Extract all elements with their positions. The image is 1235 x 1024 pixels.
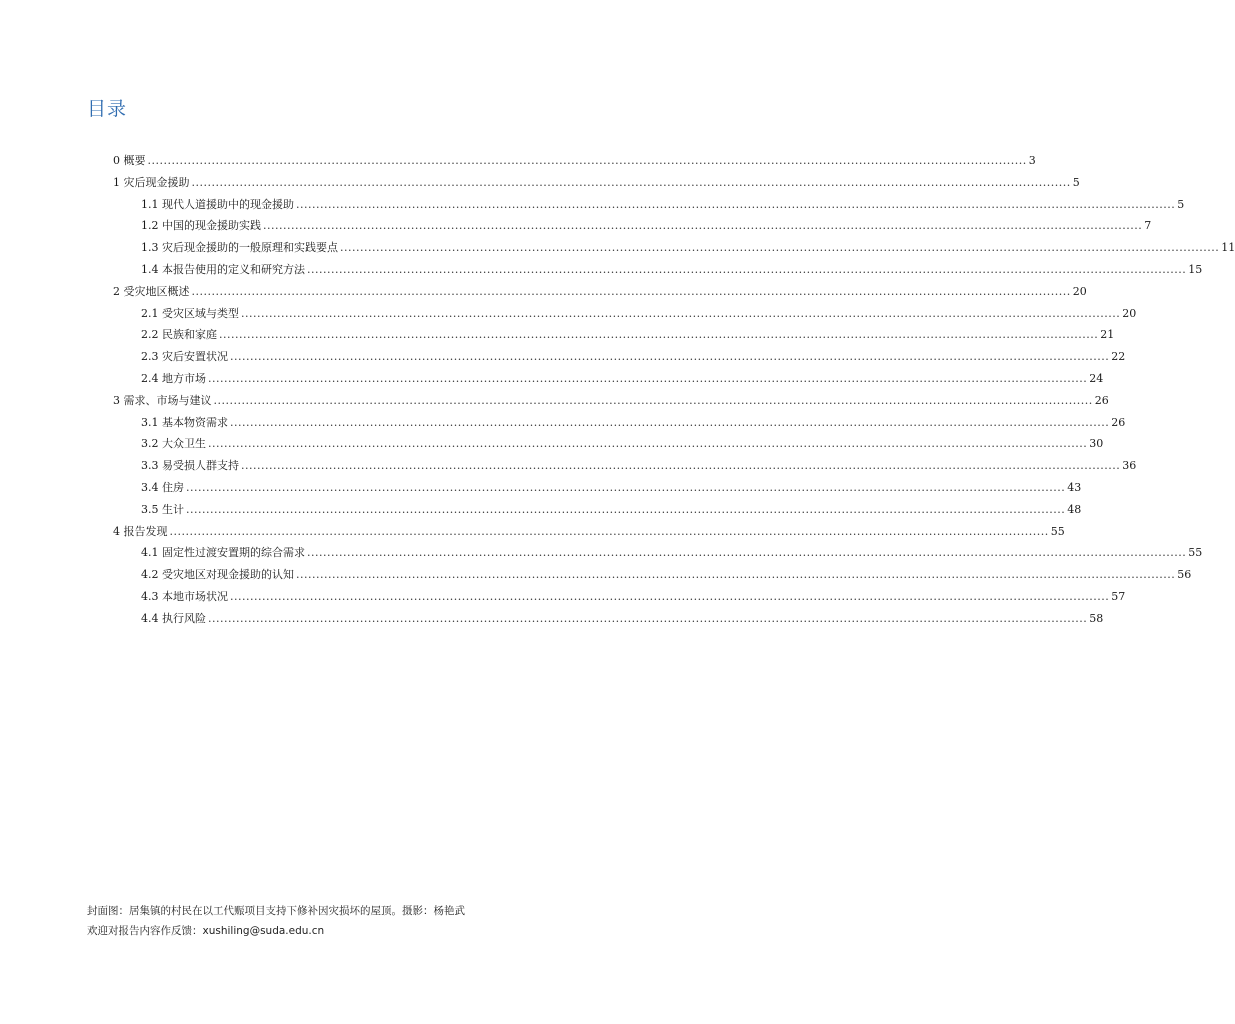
toc-entry-page: 48: [1067, 502, 1082, 516]
toc-dot-leader: ............................................................................................................................................................................................................................: [230, 590, 1110, 603]
toc-entry-label: 1.3 灾后现金援助的一般原理和实践要点: [141, 241, 338, 255]
toc-dot-leader: ............................................................................................................................................................................................................................: [241, 306, 1121, 320]
toc-dot-leader: ............................................................................................................................................................................................................................: [296, 568, 1176, 582]
toc-entry[interactable]: [141, 546, 1203, 560]
toc-entry-page: 43: [1067, 481, 1082, 494]
toc-entry[interactable]: [113, 175, 1080, 190]
toc-dot-leader: ............................................................................................................................................................................................................................: [208, 611, 1088, 625]
toc-entry-page: 22: [1111, 350, 1126, 364]
toc-entry-page: 20: [1122, 306, 1137, 320]
toc-dot-leader: ............................................................................................................................................................................................................................: [208, 437, 1088, 451]
toc-entry-page: 20: [1072, 284, 1087, 298]
toc-entry-page: 55: [1050, 524, 1065, 538]
page-title: 目录: [87, 98, 128, 120]
toc-dot-leader: ............................................................................................................................................................................................................................: [307, 546, 1187, 560]
toc-entry-label: 2 受灾地区概述: [113, 284, 190, 298]
toc-dot-leader: ............................................................................................................................................................................................................................: [296, 197, 1176, 211]
toc-entry[interactable]: [141, 611, 1104, 626]
toc-entry-label: 4.1 固定性过渡安置期的综合需求: [141, 546, 305, 560]
toc-entry-label: 1.4 本报告使用的定义和研究方法: [141, 263, 305, 276]
toc-entry-page: 15: [1188, 263, 1203, 276]
toc-entry-page: 36: [1122, 459, 1137, 473]
toc-dot-leader: ............................................................................................................................................................................................................................: [307, 263, 1187, 276]
toc-dot-leader: ............................................................................................................................................................................................................................: [147, 154, 1027, 167]
toc-entry[interactable]: [141, 241, 1235, 255]
toc-entry[interactable]: [141, 219, 1152, 233]
toc-entry[interactable]: [141, 437, 1104, 451]
toc-entry[interactable]: [141, 502, 1082, 517]
toc-entry-page: 57: [1111, 590, 1126, 603]
toc-entry-page: 11: [1221, 241, 1235, 255]
toc-entry-label: 4 报告发现: [113, 524, 168, 538]
toc-dot-leader: ............................................................................................................................................................................................................................: [208, 372, 1088, 385]
toc-entry-page: 56: [1177, 568, 1192, 582]
toc-entry-page: 26: [1094, 393, 1109, 407]
toc-entry[interactable]: [141, 590, 1126, 604]
toc-entry[interactable]: [113, 393, 1109, 408]
toc-entry-label: 4.2 受灾地区对现金援助的认知: [141, 568, 294, 582]
toc-entry[interactable]: [141, 481, 1082, 495]
toc-dot-leader: ............................................................................................................................................................................................................................: [186, 481, 1066, 494]
toc-entry-page: 3: [1028, 154, 1036, 167]
toc-entry-page: 55: [1188, 546, 1203, 560]
toc-dot-leader: ............................................................................................................................................................................................................................: [241, 459, 1121, 473]
toc-entry-page: 26: [1111, 415, 1126, 429]
toc-entry-label: 3.5 生计: [141, 502, 184, 516]
toc-entry-label: 1.2 中国的现金援助实践: [141, 219, 261, 233]
toc-entry[interactable]: [141, 350, 1126, 364]
toc-entry[interactable]: [141, 306, 1137, 321]
toc-entry-page: 30: [1089, 437, 1104, 451]
toc-entry-label: 0 概要: [113, 154, 146, 167]
toc-dot-leader: ............................................................................................................................................................................................................................: [230, 350, 1110, 364]
toc-entry-label: 2.4 地方市场: [141, 372, 206, 385]
toc-dot-leader: ............................................................................................................................................................................................................................: [191, 175, 1071, 189]
toc-entry-page: 7: [1144, 219, 1152, 233]
toc-entry-page: 58: [1089, 611, 1104, 625]
toc-entry-label: 4.3 本地市场状况: [141, 590, 228, 603]
toc-entry-label: 3 需求、市场与建议: [113, 393, 212, 407]
toc-dot-leader: ............................................................................................................................................................................................................................: [169, 524, 1049, 538]
toc-entry-label: 3.2 大众卫生: [141, 437, 206, 451]
toc-dot-leader: ............................................................................................................................................................................................................................: [191, 284, 1071, 298]
toc-entry-label: 3.3 易受损人群支持: [141, 459, 239, 473]
toc-dot-leader: ............................................................................................................................................................................................................................: [219, 328, 1099, 342]
toc-entry-page: 24: [1089, 372, 1104, 385]
toc-entry[interactable]: [113, 154, 1036, 168]
toc-entry-page: 21: [1100, 328, 1115, 342]
feedback-note: 欢迎对报告内容作反馈：xushiling@suda.edu.cn: [87, 925, 325, 937]
toc-entry[interactable]: [141, 197, 1185, 212]
toc-entry-page: 5: [1072, 175, 1080, 189]
toc-entry-label: 4.4 执行风险: [141, 611, 206, 625]
toc-entry[interactable]: [113, 524, 1065, 539]
toc-entry[interactable]: [141, 459, 1137, 473]
toc-dot-leader: ............................................................................................................................................................................................................................: [213, 393, 1093, 407]
toc-entry-label: 2.3 灾后安置状况: [141, 350, 228, 364]
toc-entry-label: 2.1 受灾区域与类型: [141, 306, 239, 320]
toc-entry[interactable]: [141, 328, 1115, 342]
toc-entry-label: 3.4 住房: [141, 481, 184, 494]
toc-dot-leader: ............................................................................................................................................................................................................................: [230, 415, 1110, 429]
toc-entry-label: 3.1 基本物资需求: [141, 415, 228, 429]
cover-caption: 封面图：居集镇的村民在以工代赈项目支持下修补因灾损坏的屋顶。摄影：杨艳武: [87, 905, 465, 917]
toc-entry[interactable]: [141, 415, 1126, 430]
toc-dot-leader: ............................................................................................................................................................................................................................: [340, 241, 1220, 255]
toc-entry-label: 1.1 现代人道援助中的现金援助: [141, 197, 294, 211]
toc-entry-page: 5: [1177, 197, 1185, 211]
toc-entry-label: 2.2 民族和家庭: [141, 328, 217, 342]
toc-entry[interactable]: [141, 263, 1203, 277]
toc-entry[interactable]: [113, 284, 1087, 299]
toc-entry[interactable]: [141, 568, 1192, 582]
toc-dot-leader: ............................................................................................................................................................................................................................: [186, 502, 1066, 516]
toc-dot-leader: ............................................................................................................................................................................................................................: [263, 219, 1143, 233]
toc-entry-label: 1 灾后现金援助: [113, 175, 190, 189]
toc-entry[interactable]: [141, 372, 1104, 386]
